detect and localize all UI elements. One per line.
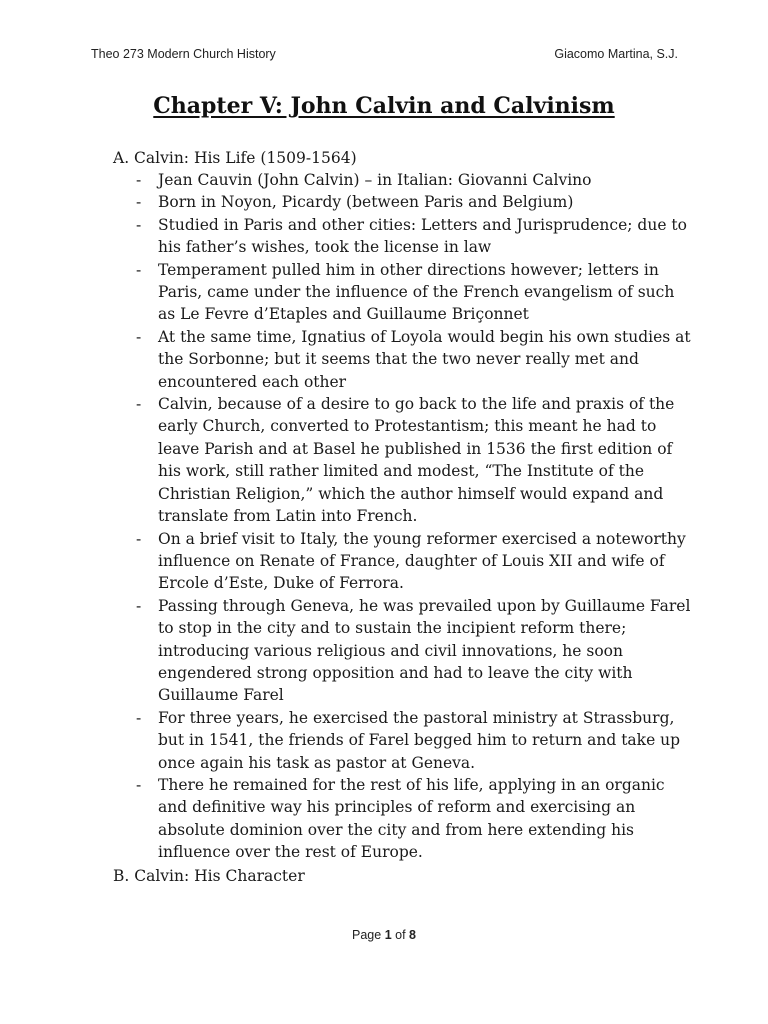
page-footer	[0, 928, 768, 942]
page-label: Page	[352, 928, 382, 942]
page-total: 8	[409, 928, 416, 942]
author-name: Giacomo Martina, S.J.	[554, 47, 678, 61]
list-item: - Temperament pulled him in other directions however; letters in Paris, came under the influence of the French evangelism of such as Le Fevre d’Etaples and Guillaume Briçonnet	[136, 259, 696, 326]
list-item: - On a brief visit to Italy, the young reformer exercised a noteworthy influence on Renate of France, daughter of Louis XII and wife of Ercole d’Este, Duke of Ferrora.	[136, 528, 696, 595]
list-item: - Born in Noyon, Picardy (between Paris and Belgium)	[136, 191, 696, 213]
chapter-title: Chapter V: John Calvin and Calvinism	[153, 93, 615, 119]
list-item: - Calvin, because of a desire to go back to the life and praxis of the early Church, converted to Protestantism; this meant he had to leave Parish and at Basel he published in 1536 the first edition of his work, still rather limited and modest, “The Institute of the Christian Religion,” which the author himself would expand and translate from Latin into French.	[136, 393, 696, 527]
section-a-list	[136, 169, 696, 864]
section-b-heading: B. Calvin: His Character	[113, 867, 305, 885]
list-item: - For three years, he exercised the pastoral ministry at Strassburg, but in 1541, the friends of Farel begged him to return and take up once again his task as pastor at Geneva.	[136, 707, 696, 774]
list-item: - Jean Cauvin (John Calvin) – in Italian: Giovanni Calvino	[136, 169, 696, 191]
list-item: - Passing through Geneva, he was prevailed upon by Guillaume Farel to stop in the city and to sustain the incipient reform there; introducing various religious and civil innovations, he soon engendered strong opposition and had to leave the city with Guillaume Farel	[136, 595, 696, 707]
list-item: - There he remained for the rest of his life, applying in an organic and definitive way his principles of reform and exercising an absolute dominion over the city and from here extending his influence over the rest of Europe.	[136, 774, 696, 864]
section-a-heading: A. Calvin: His Life (1509-1564)	[113, 149, 357, 167]
page-header	[91, 47, 678, 61]
list-item: - At the same time, Ignatius of Loyola would begin his own studies at the Sorbonne; but it seems that the two never really met and encountered each other	[136, 326, 696, 393]
course-title: Theo 273 Modern Church History	[91, 47, 276, 61]
page-current: 1	[384, 928, 392, 942]
list-item: - Studied in Paris and other cities: Letters and Jurisprudence; due to his father’s wishes, took the license in law	[136, 214, 696, 259]
page-of: of	[395, 928, 406, 942]
